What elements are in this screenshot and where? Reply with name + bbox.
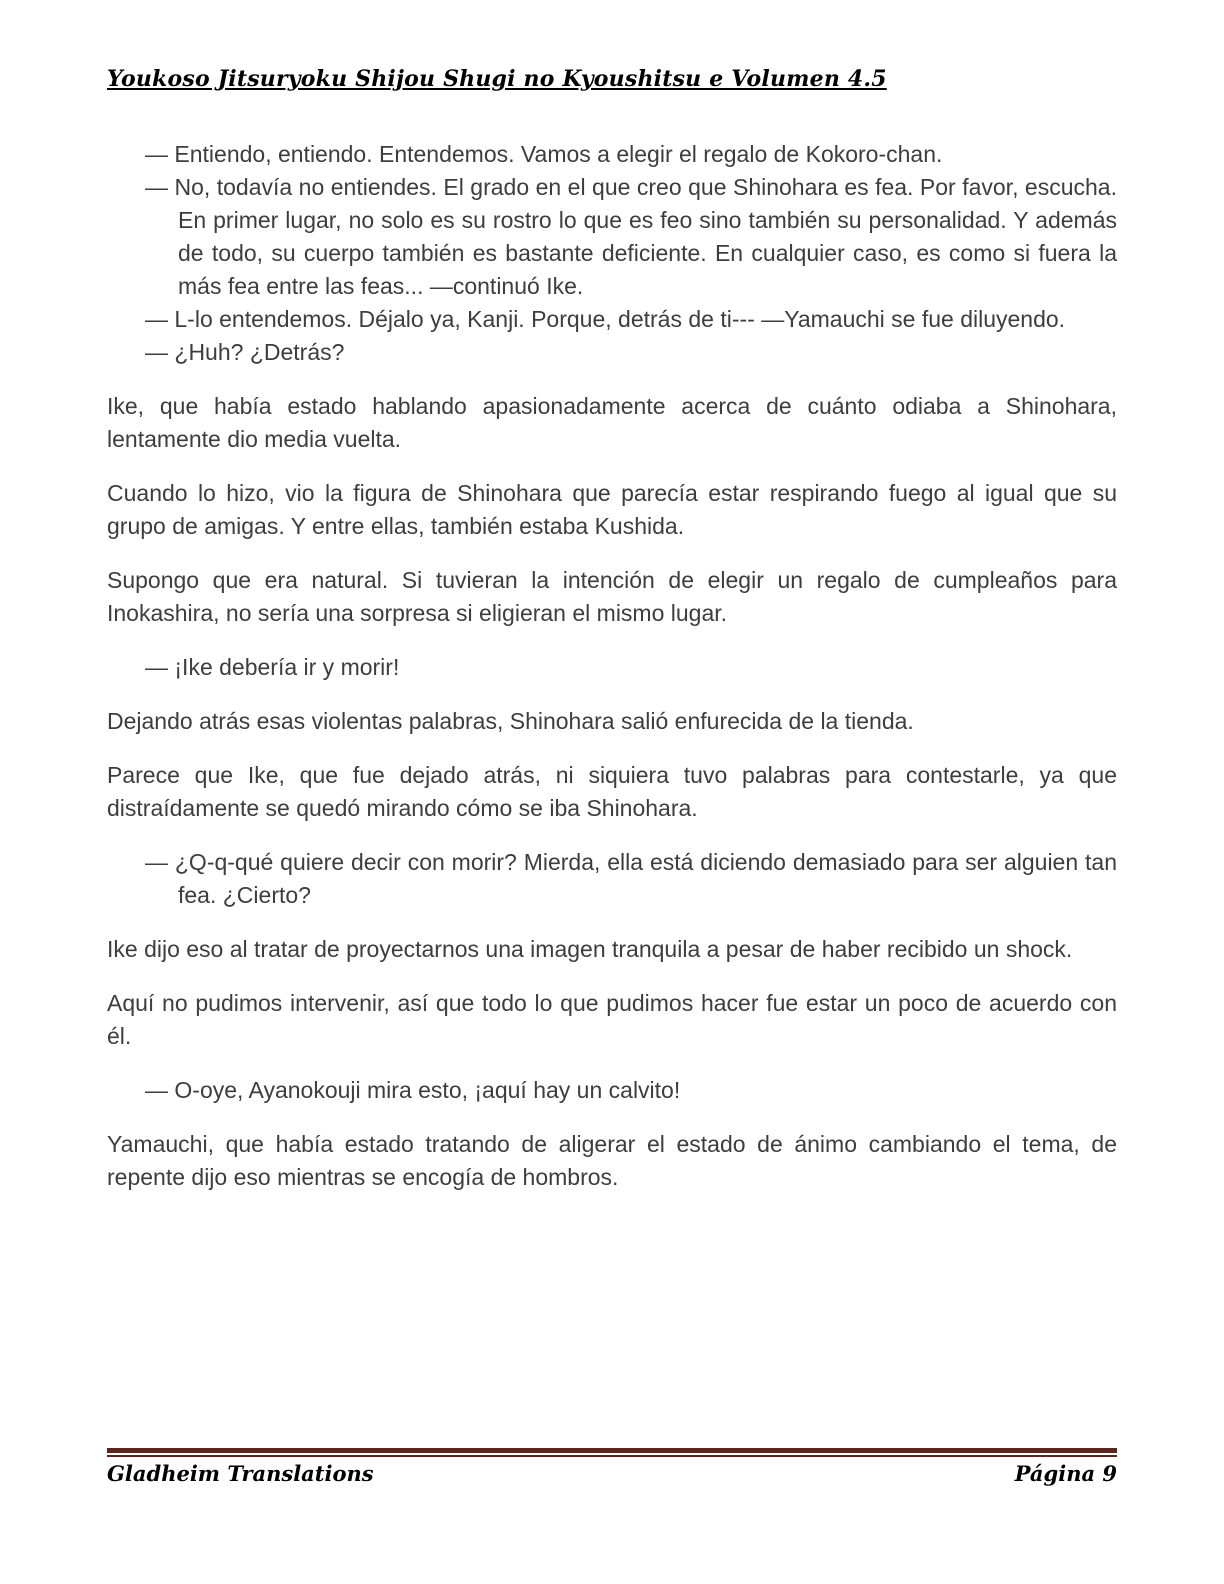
paragraph: Supongo que era natural. Si tuvieran la intención de elegir un regalo de cumpleaños para Inokashira, no sería una sorpresa si eligieran el mismo lugar.: [107, 567, 1117, 626]
page-header: [107, 66, 1117, 92]
paragraph: Parece que Ike, que fue dejado atrás, ni siquiera tuvo palabras para contestarle, ya que distraídamente se quedó mirando cómo se iba Shinohara.: [107, 762, 1117, 821]
paragraph: Ike, que había estado hablando apasionadamente acerca de cuánto odiaba a Shinohara, lentamente dio media vuelta.: [107, 393, 1117, 452]
dialogue-paragraph: — ¿Huh? ¿Detrás?: [145, 339, 345, 365]
footer-row: [107, 1461, 1117, 1486]
paragraph: Ike dijo eso al tratar de proyectarnos una imagen tranquila a pesar de haber recibido un shock.: [107, 936, 1073, 962]
dialogue-paragraph: — O-oye, Ayanokouji mira esto, ¡aquí hay un calvito!: [145, 1077, 681, 1103]
dialogue-paragraph: — No, todavía no entiendes. El grado en el que creo que Shinohara es fea. Por favor, escucha. En primer lugar, no solo es su rostro lo que es feo sino también su personalidad. Y además de todo, su cuerpo también es bastante deficiente. En cualquier caso, es como si fuera la más fea entre las feas... —continuó Ike.: [145, 174, 1117, 299]
dialogue-paragraph: — ¿Q-q-qué quiere decir con morir? Mierda, ella está diciendo demasiado para ser alguien tan fea. ¿Cierto?: [145, 849, 1117, 908]
paragraph: Yamauchi, que había estado tratando de aligerar el estado de ánimo cambiando el tema, de repente dijo eso mientras se encogía de hombros.: [107, 1131, 1117, 1190]
dialogue-paragraph: — L-lo entendemos. Déjalo ya, Kanji. Porque, detrás de ti--- —Yamauchi se fue diluyendo.: [145, 306, 1066, 332]
paragraph: Aquí no pudimos intervenir, así que todo lo que pudimos hacer fue estar un poco de acuerdo con él.: [107, 990, 1117, 1049]
footer-translator-credit: Gladheim Translations: [107, 1461, 374, 1486]
footer-page-number: Página 9: [1014, 1461, 1117, 1486]
body-content: [107, 138, 1117, 1215]
footer-rule: [107, 1448, 1117, 1457]
paragraph: Dejando atrás esas violentas palabras, Shinohara salió enfurecida de la tienda.: [107, 708, 914, 734]
page-header-title: Youkoso Jitsuryoku Shijou Shugi no Kyoushitsu e Volumen 4.5: [107, 66, 887, 92]
paragraph: Cuando lo hizo, vio la figura de Shinohara que parecía estar respirando fuego al igual que su grupo de amigas. Y entre ellas, también estaba Kushida.: [107, 480, 1117, 539]
page-footer: [107, 1448, 1117, 1486]
dialogue-paragraph: — Entiendo, entiendo. Entendemos. Vamos a elegir el regalo de Kokoro-chan.: [145, 141, 943, 167]
dialogue-paragraph: — ¡Ike debería ir y morir!: [145, 654, 400, 680]
